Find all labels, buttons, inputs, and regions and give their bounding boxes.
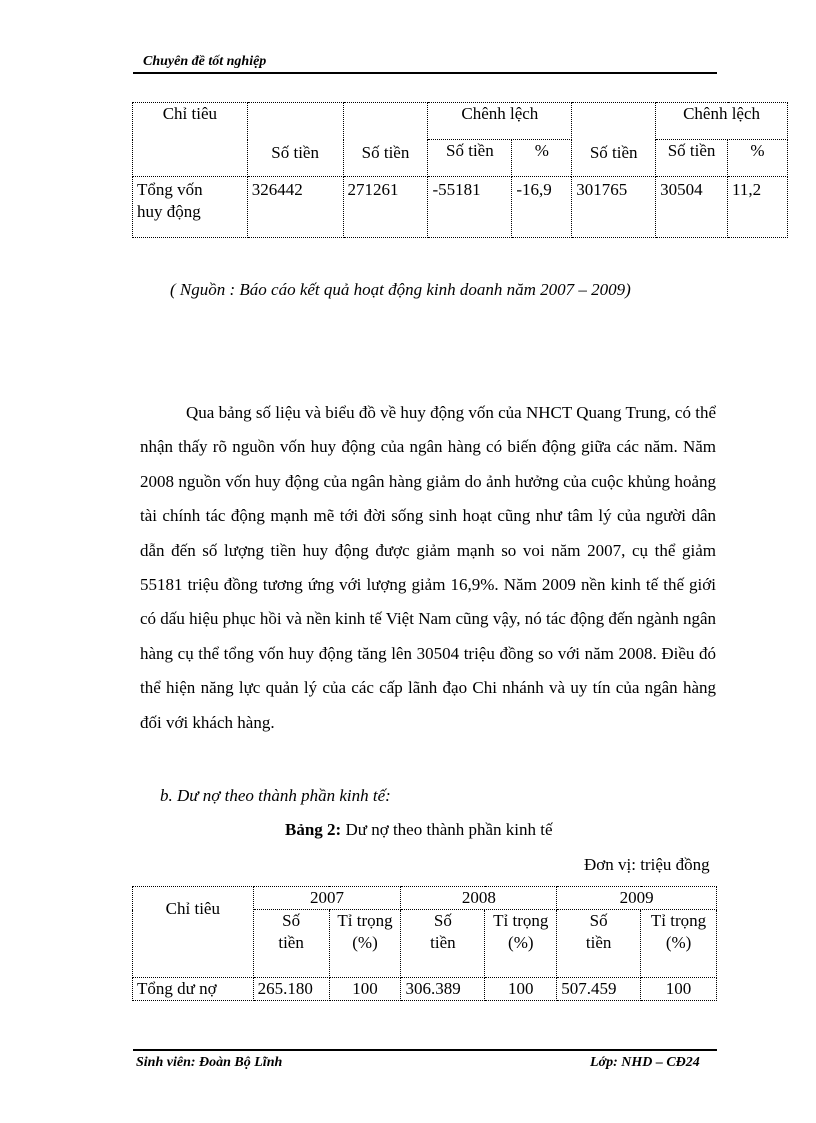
header-rule: [133, 72, 717, 74]
cell-value: 271261: [343, 177, 428, 238]
subheading: b. Dư nợ theo thành phần kinh tế:: [160, 786, 391, 805]
cell-value: -16,9: [512, 177, 572, 238]
header-chi-tieu: Chỉ tiêu: [133, 103, 248, 177]
pct-line: (%): [508, 933, 534, 952]
row-label: [133, 177, 248, 238]
header-year-2007: 2007: [253, 887, 401, 910]
tien-line: tiền: [430, 933, 456, 952]
header-chi-tieu: Chỉ tiêu: [133, 887, 254, 978]
source-note: ( Nguồn : Báo cáo kết quả hoạt động kinh doanh năm 2007 – 2009): [170, 280, 631, 299]
ti-trong-line: Tỉ trọng: [493, 911, 549, 930]
tien-line: tiền: [585, 933, 612, 952]
row-label-line1: Tổng vốn: [137, 180, 203, 199]
cell-value: 100: [329, 978, 401, 1001]
header-chenh-lech: Chênh lệch: [428, 103, 572, 140]
tien-line: tiền: [278, 933, 304, 952]
header-percent: %: [512, 140, 572, 177]
cell-value: 100: [485, 978, 557, 1001]
caption-text: Dư nợ theo thành phần kinh tế: [341, 820, 553, 839]
cell-value: 30504: [656, 177, 728, 238]
header-so-tien: [401, 910, 485, 978]
pct-line: (%): [665, 933, 692, 952]
caption-bold: Bảng 2:: [285, 820, 342, 839]
header-title: Chuyên đề tốt nghiệp: [143, 54, 267, 69]
header-so-tien: Số tiền: [572, 103, 656, 177]
header-ti-trong: [485, 910, 557, 978]
so-line: Số: [433, 911, 452, 930]
so-line: Số: [282, 911, 301, 930]
table-outstanding-loans: [132, 886, 717, 1001]
cell-value: 306.389: [401, 978, 485, 1001]
header-so-tien: [557, 910, 641, 978]
cell-value: -55181: [428, 177, 512, 238]
header-ti-trong: [641, 910, 717, 978]
unit-note: Đơn vị: triệu đồng: [584, 855, 710, 874]
table-row: [133, 978, 717, 1001]
cell-value: 326442: [247, 177, 343, 238]
cell-value: 301765: [572, 177, 656, 238]
header-so-tien: Số tiền: [428, 140, 512, 177]
row-label-line2: huy động: [137, 202, 201, 221]
header-percent: %: [728, 140, 788, 177]
footer-student: Sinh viên: Đoàn Bộ Lĩnh: [136, 1055, 283, 1070]
header-year-2009: 2009: [557, 887, 717, 910]
ti-trong-line: Tỉ trọng: [337, 911, 393, 930]
footer-class: Lớp: NHD – CĐ24: [590, 1055, 700, 1070]
header-ti-trong: [329, 910, 401, 978]
header-so-tien: Số tiền: [343, 103, 428, 177]
header-so-tien: Số tiền: [656, 140, 728, 177]
header-chenh-lech: Chênh lệch: [656, 103, 788, 140]
header-so-tien: [253, 910, 329, 978]
table-caption: [285, 820, 553, 840]
so-line: Số: [589, 911, 608, 930]
header-so-tien: Số tiền: [247, 103, 343, 177]
cell-value: 507.459: [557, 978, 641, 1001]
cell-value: 265.180: [253, 978, 329, 1001]
table-row: [133, 177, 788, 238]
pct-line: (%): [352, 933, 378, 952]
cell-value: 100: [641, 978, 717, 1001]
ti-trong-line: Tỉ trọng: [650, 911, 707, 930]
footer-rule: [133, 1049, 717, 1051]
cell-value: 11,2: [728, 177, 788, 238]
table-capital-mobilization: [132, 102, 788, 238]
paragraph-text: Qua bảng số liệu và biểu đồ về huy động vốn của NHCT Quang Trung, có thể nhận thấy rõ nguồn vốn huy động của ngân hàng có biến động giữa các năm. Năm 2008 nguồn vốn huy động của ngân hàng giảm do ảnh hưởng của cuộc khủng hoảng tài chính tác động mạnh mẽ tới đời sống sinh hoạt cũng như tâm lý của người dân dẫn đến số lượng tiền huy động được giảm mạnh so voi năm 2007, cụ thể giảm 55181 triệu đồng tương ứng với lượng giảm 16,9%. Năm 2009 nền kinh tế thế giới có dấu hiệu phục hồi và nền kinh tế Việt Nam cũng vậy, nó tác động đến ngành ngân hàng cụ thể tổng vốn huy động tăng lên 30504 triệu đồng so với năm 2008. Điều đó thể hiện năng lực quản lý của các cấp lãnh đạo Chi nhánh và uy tín của ngân hàng đối với khách hàng.: [140, 403, 716, 732]
header-year-2008: 2008: [401, 887, 557, 910]
body-paragraph: [140, 396, 716, 740]
row-label: Tổng dư nợ: [133, 978, 254, 1001]
